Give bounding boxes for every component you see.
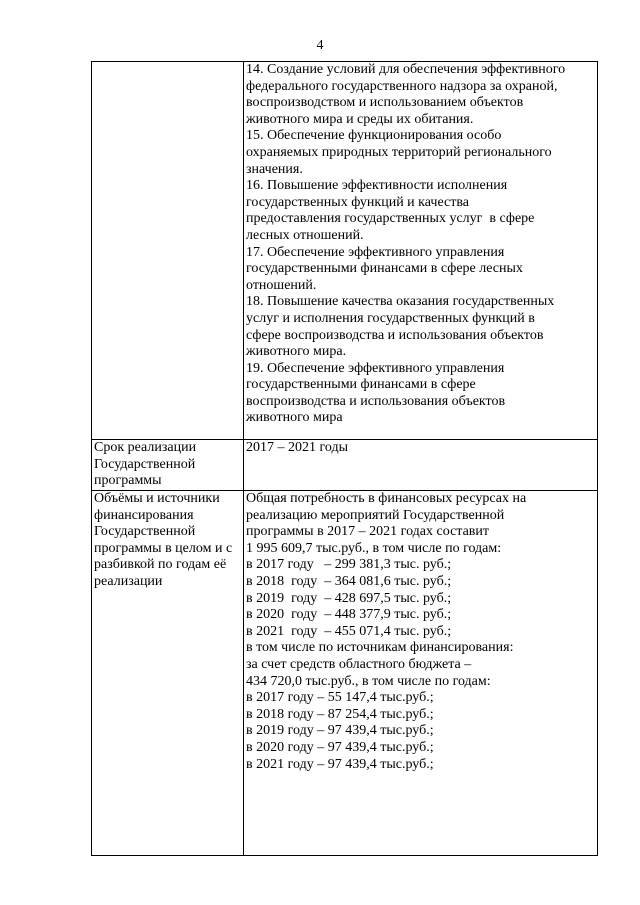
row-content-line: в 2019 году – 428 697,5 тыс. руб.;	[246, 590, 452, 606]
row-content-line: 19. Обеспечение эффективного управления	[246, 360, 505, 376]
row-content-line: предоставления государственных услуг в сфере	[246, 211, 535, 227]
row-content-line: 17. Обеспечение эффективного управления	[246, 244, 505, 260]
program-passport-table	[91, 61, 598, 856]
row-content-line: 2017 – 2021 годы	[246, 440, 349, 455]
row-content-cell	[244, 491, 598, 856]
row-content-line: государственными финансами в сфере	[246, 377, 476, 393]
row-content-line: государственными финансами в сфере лесных	[246, 261, 523, 277]
row-content-line: государственных функций и качества	[246, 194, 469, 210]
row-content-line: 14. Создание условий для обеспечения эффективного	[246, 62, 566, 77]
row-label-line: Государственной	[94, 524, 196, 540]
row-content-line: в 2020 году – 448 377,9 тыс. руб.;	[246, 607, 452, 623]
row-content-line: животного мира	[246, 410, 343, 426]
row-content-line: отношений.	[246, 277, 317, 293]
row-content-line: программы в 2017 – 2021 годах составит	[246, 524, 490, 540]
row-content-line: 434 720,0 тыс.руб., в том числе по годам:	[246, 673, 491, 689]
row-content-line: 1 995 609,7 тыс.руб., в том числе по годам:	[246, 540, 502, 556]
row-content-line: в 2021 году – 455 071,4 тыс. руб.;	[246, 623, 452, 639]
row-content-line: лесных отношений.	[246, 227, 364, 243]
row-label-line: программы в целом и с	[94, 540, 233, 556]
row-content-line: воспроизводства и использования объектов	[246, 393, 506, 409]
table-row-objectives	[92, 62, 598, 440]
row-label-line: Срок реализации	[94, 440, 197, 455]
row-content-line: животного мира.	[246, 344, 347, 360]
row-label-cell	[92, 62, 244, 440]
row-content-line: значения.	[246, 161, 303, 177]
row-content-line: Общая потребность в финансовых ресурсах на	[246, 491, 527, 506]
row-label-line: программы	[94, 473, 162, 489]
table-row-funding	[92, 491, 598, 856]
row-content-line: за счет средств областного бюджета –	[246, 656, 472, 672]
row-content-line: 15. Обеспечение функционирования особо	[246, 128, 502, 144]
row-content-line: животного мира и среды их обитания.	[246, 111, 474, 127]
row-content-line: 18. Повышение качества оказания государственных	[246, 294, 555, 310]
row-content-line: сфере воспроизводства и использования объектов	[246, 327, 544, 343]
row-label-line: Государственной	[94, 456, 196, 472]
row-content-line: в 2017 году – 55 147,4 тыс.руб.;	[246, 690, 434, 706]
row-content-line: в 2019 году – 97 439,4 тыс.руб.;	[246, 723, 434, 739]
row-content-line: воспроизводством и использованием объектов	[246, 95, 524, 111]
page-number: 4	[316, 38, 324, 53]
row-label-line: разбивкой по годам её	[94, 557, 227, 573]
row-content-line: 16. Повышение эффективности исполнения	[246, 178, 508, 194]
row-content-line: в 2020 году – 97 439,4 тыс.руб.;	[246, 739, 434, 755]
row-content-line: в 2018 году – 364 081,6 тыс. руб.;	[246, 573, 452, 589]
row-content-line: федерального государственного надзора за охраной,	[246, 78, 558, 94]
row-content-line: в том числе по источникам финансирования:	[246, 640, 514, 656]
row-label-line: реализации	[94, 573, 163, 589]
row-content-line: услуг и исполнения государственных функций в	[246, 310, 535, 326]
row-label-line: Объёмы и источники	[94, 491, 220, 506]
row-label-line: финансирования	[94, 507, 194, 523]
row-content-line: охраняемых природных территорий регионального	[246, 144, 552, 160]
row-content-cell	[244, 440, 598, 491]
row-content-cell	[244, 62, 598, 440]
row-content-line: реализацию мероприятий Государственной	[246, 507, 505, 523]
row-label-cell	[92, 440, 244, 491]
row-content-line: в 2017 году – 299 381,3 тыс. руб.;	[246, 557, 452, 573]
row-content-line: в 2018 году – 87 254,4 тыс.руб.;	[246, 706, 434, 722]
table-row-implementation-period	[92, 440, 598, 491]
row-content-line: в 2021 году – 97 439,4 тыс.руб.;	[246, 756, 434, 772]
row-label-cell	[92, 491, 244, 856]
